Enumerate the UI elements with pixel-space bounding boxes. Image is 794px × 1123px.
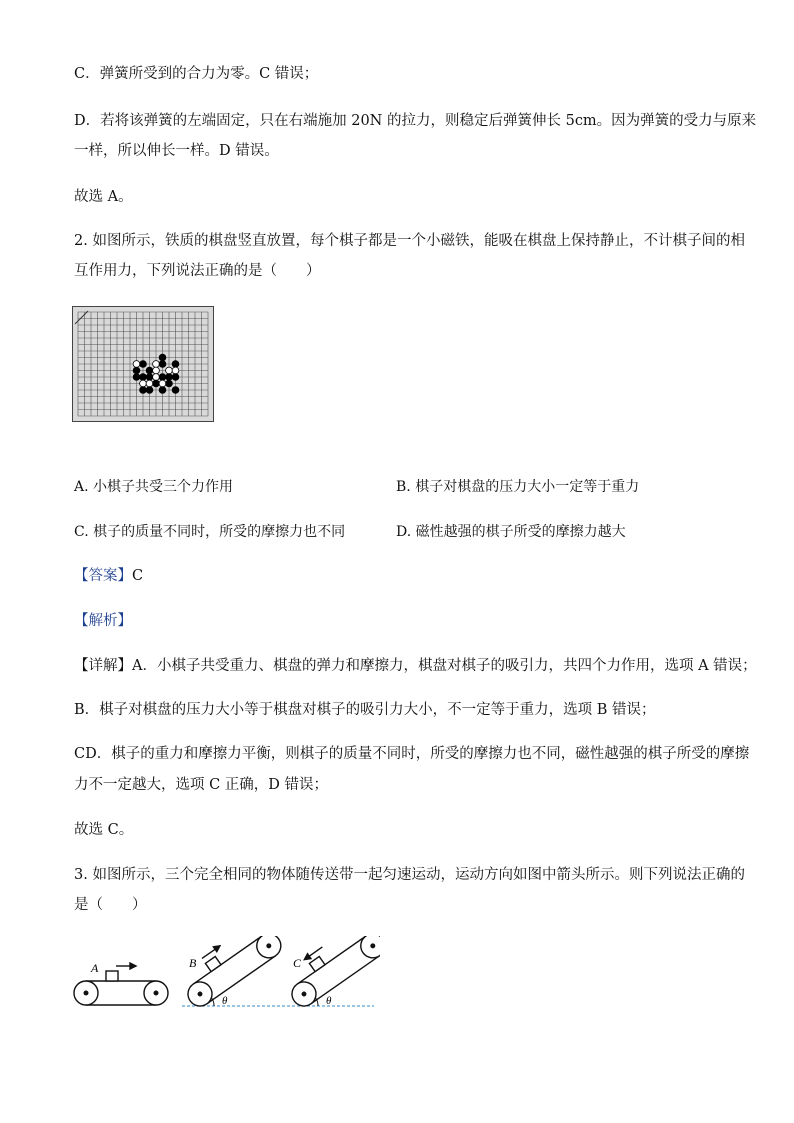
question-3-stem: 3. 如图所示，三个完全相同的物体随传送带一起匀速运动，运动方向如图中箭头所示。则下列说法正确的: [74, 867, 745, 883]
label-b: B: [189, 956, 197, 970]
black-stone: [172, 374, 179, 381]
answer-tag: 【答案】: [74, 568, 132, 584]
theta-b: θ: [222, 995, 228, 1007]
text-line: 故选 A。: [74, 189, 133, 205]
question-2-stem: 互作用力，下列说法正确的是（ ）: [74, 263, 321, 279]
white-stone: [146, 380, 153, 387]
option-a: A. 小棋子共受三个力作用: [74, 479, 234, 495]
text-line: C．弹簧所受到的合力为零。C 错误；: [74, 66, 319, 82]
black-stone: [166, 374, 173, 381]
analysis-label: 【解析】: [74, 613, 132, 629]
detail-line: [74, 656, 757, 676]
white-stone: [140, 380, 147, 387]
black-stone: [146, 374, 153, 381]
label-a: A: [91, 961, 99, 975]
belt-a: [74, 963, 168, 1005]
go-board-figure: [72, 306, 214, 422]
black-stone: [140, 361, 147, 368]
black-stone: [140, 387, 147, 394]
black-stone: [159, 361, 166, 368]
black-stone: [153, 380, 160, 387]
white-stone: [133, 361, 140, 368]
question-2-stem: 2. 如图所示，铁质的棋盘竖直放置，每个棋子都是一个小磁铁，能吸在棋盘上保持静止，不计棋子间的相: [74, 233, 745, 249]
black-stone: [159, 374, 166, 381]
black-stone: [133, 374, 140, 381]
question-3-stem: 是（ ）: [74, 897, 147, 913]
black-stone: [159, 354, 166, 361]
conveyor-figure: [70, 936, 380, 1012]
option-b: B. 棋子对棋盘的压力大小一定等于重力: [396, 479, 640, 495]
text-line: D．若将该弹簧的左端固定，只在右端施加 20N 的拉力，则稳定后弹簧伸长 5cm。因为弹簧的受力与原来: [74, 113, 757, 129]
option-c: C. 棋子的质量不同时，所受的摩擦力也不同: [74, 524, 346, 540]
detail-line: 力不一定越大，选项 C 正确，D 错误；: [74, 777, 329, 793]
black-stone: [172, 387, 179, 394]
black-stone: [133, 367, 140, 374]
theta-c: θ: [326, 995, 332, 1007]
black-stone: [166, 380, 173, 387]
white-stone: [153, 374, 160, 381]
belt-b: [172, 936, 285, 1011]
white-stone: [172, 367, 179, 374]
detail-tag: 【详解】: [74, 658, 132, 674]
black-stone: [159, 387, 166, 394]
black-stone: [140, 374, 147, 381]
text-line: 一样，所以伸长一样。D 错误。: [74, 143, 279, 159]
white-stone: [153, 367, 160, 374]
answer-value: C: [132, 568, 144, 584]
label-c: C: [293, 956, 302, 970]
white-stone: [153, 361, 160, 368]
white-stone: [159, 380, 166, 387]
black-stone: [172, 361, 179, 368]
conclusion-line: 故选 C。: [74, 822, 134, 838]
option-d: D. 磁性越强的棋子所受的摩擦力越大: [396, 524, 626, 540]
detail-line: B．棋子对棋盘的压力大小等于棋盘对棋子的吸引力大小，不一定等于重力，选项 B 错误；: [74, 702, 656, 718]
detail-line: CD．棋子的重力和摩擦力平衡，则棋子的质量不同时，所受的摩擦力也不同，磁性越强的棋子所受的摩擦: [74, 746, 750, 762]
detail-text: A．小棋子共受重力、棋盘的弹力和摩擦力，棋盘对棋子的吸引力，共四个力作用，选项 A 错误；: [132, 658, 757, 674]
white-stone: [166, 367, 173, 374]
answer-line: [74, 566, 143, 586]
black-stone: [146, 387, 153, 394]
black-stone: [146, 367, 153, 374]
analysis-tag: [74, 611, 132, 631]
